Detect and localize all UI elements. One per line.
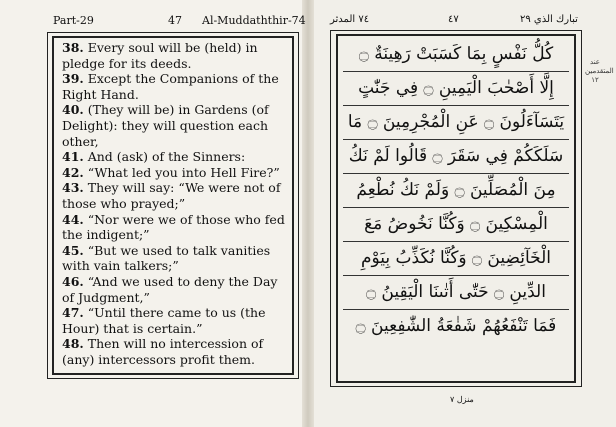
verse-text: (They will be) in Gardens (of Delight): they will question each other, [62,102,269,149]
arabic-line: مِنَ الْمُصَلِّينَ ۝ وَلَمْ نَكُ نُطْعِمُ [343,174,569,208]
verse-number: 44. [62,211,84,227]
verse-40 [62,102,287,149]
surah-title: Al-Muddaththir-74 [202,14,306,27]
verse-text: Every soul will be (held) in pledge for its deeds. [62,40,258,71]
verse-48 [62,336,287,367]
arabic-line: الدِّينِ ۝ حَتّٰى أَتٰىنَا الْيَقِينُ ۝ [343,276,569,310]
verse-39 [62,71,287,102]
page-number: 47 [168,14,182,27]
verse-43 [62,180,287,211]
manzil-footer: منزل ٧ [450,395,474,404]
verse-number: 46. [62,273,84,289]
arabic-header-right: تبارك الذي ٢٩ [520,14,578,25]
verse-46 [62,274,287,305]
arabic-line: فَمَا تَنْفَعُهُمْ شَفٰعَةُ الشّٰفِعِينَ ۝ [355,316,557,336]
arabic-line: الْخَآئِضِينَ ۝ وَكُنَّا نُكَذِّبُ بِيَوْمِ [343,242,569,276]
arabic-header-left: ٧٤ المدثر [330,14,370,25]
arabic-header-center: ٤٧ [448,14,459,25]
verse-number: 48. [62,336,84,352]
arabic-line: كُلُّ نَفْسٍ بِمَا كَسَبَتْ رَهِينَةٌ ۝ [343,38,569,72]
verse-text: “What led you into Hell Fire?” [87,164,280,180]
verse-text: “Until there came to us (the Hour) that is certain.” [62,305,266,336]
verse-text: “And we used to deny the Day of Judgment,” [62,273,278,305]
verse-number: 45. [62,242,84,258]
verse-42 [62,165,287,181]
arabic-line: إِلَّا أَصْحٰبَ الْيَمِينِ ۝ فِي جَنّٰتٍ [343,72,569,106]
arabic-line: سَلَكَكُمْ فِي سَقَرَ ۝ قَالُوا لَمْ نَكُ [343,140,569,174]
margin-note: عند المتقدمين ١٢ [585,58,614,84]
verse-47 [62,305,287,336]
verse-number: 42. [62,164,84,180]
translation-text [62,40,287,367]
verse-38 [62,40,287,71]
arabic-line: يَتَسَآءَلُونَ ۝ عَنِ الْمُجْرِمِينَ ۝ مَا [343,106,569,140]
verse-text: They will say: “We were not of those who prayed;” [62,180,281,211]
book-gutter [302,0,314,427]
verse-text: “Nor were we of those who fed the indigent;” [62,211,285,243]
verse-text: “But we used to talk vanities with vain talkers;” [62,242,271,274]
verse-41 [62,149,287,165]
verse-number: 41. [62,149,84,165]
verse-text: Then will no intercession of (any) intercessors profit them. [62,336,264,367]
verse-number: 39. [62,71,84,87]
arabic-line: الْمِسْكِينَ ۝ وَكُنَّا نَخُوضُ مَعَ [343,208,569,242]
verse-number: 40. [62,102,84,118]
verse-number: 43. [62,180,84,196]
verse-number: 47. [62,305,84,321]
verse-44 [62,212,287,243]
verse-text: Except the Companions of the Right Hand. [62,71,279,102]
verse-number: 38. [62,40,84,55]
arabic-text [343,38,569,343]
part-label: Part-29 [53,14,94,27]
verse-text: And (ask) of the Sinners: [87,149,246,165]
verse-45 [62,243,287,274]
